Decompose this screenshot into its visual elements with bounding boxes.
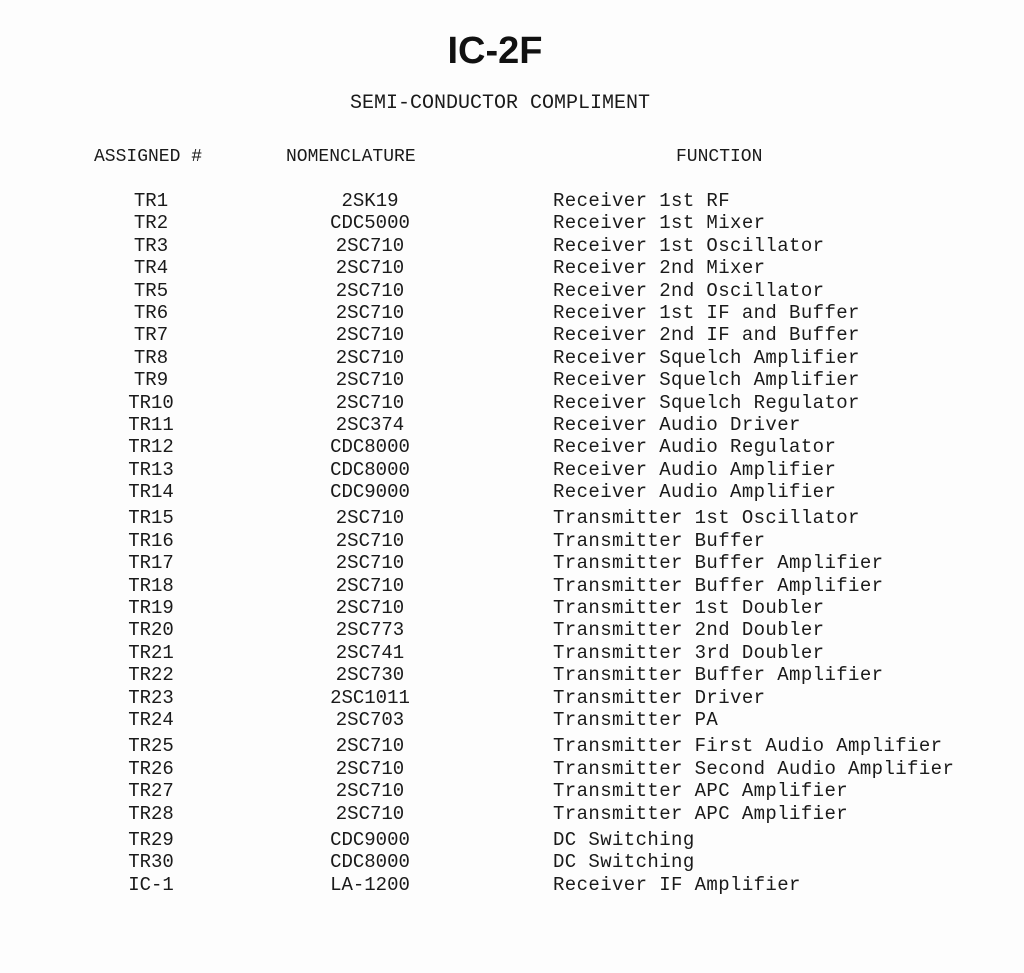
table-row: [0, 280, 1024, 302]
nomenclature-cell: 2SC710: [335, 597, 405, 620]
function-cell: Receiver Audio Amplifier: [553, 481, 837, 504]
assigned-cell: TR2: [133, 212, 169, 235]
assigned-cell: TR17: [128, 552, 174, 575]
table-row: [0, 597, 1024, 619]
assigned-cell: TR25: [128, 735, 174, 758]
nomenclature-cell: LA-1200: [330, 873, 410, 896]
assigned-cell: TR7: [133, 324, 169, 347]
header-function: FUNCTION: [676, 147, 763, 167]
function-cell: Receiver Audio Amplifier: [553, 458, 837, 481]
nomenclature-cell: 2SC710: [335, 735, 405, 758]
function-cell: Receiver 2nd Oscillator: [553, 279, 825, 302]
function-cell: Receiver 2nd IF and Buffer: [553, 324, 860, 347]
nomenclature-cell: 2SC730: [335, 664, 405, 687]
nomenclature-cell: CDC9000: [330, 828, 410, 851]
assigned-cell: TR19: [128, 597, 174, 620]
function-cell: Receiver Squelch Regulator: [553, 391, 860, 414]
table-row: [0, 347, 1024, 369]
assigned-cell: TR6: [133, 301, 169, 324]
assigned-cell: TR1: [133, 190, 169, 212]
function-cell: Transmitter 1st Oscillator: [553, 507, 860, 530]
nomenclature-cell: 2SC374: [335, 413, 405, 436]
nomenclature-cell: 2SC710: [335, 757, 405, 780]
function-cell: Transmitter Buffer Amplifier: [553, 552, 884, 575]
function-cell: Receiver Audio Driver: [553, 413, 801, 436]
table-row: [0, 780, 1024, 802]
table-row: [0, 436, 1024, 458]
table-row: [0, 507, 1024, 529]
table-row: [0, 324, 1024, 346]
function-cell: Receiver IF Amplifier: [553, 873, 801, 896]
assigned-cell: TR8: [133, 346, 169, 369]
assigned-cell: TR24: [128, 708, 174, 731]
table-row: [0, 481, 1024, 503]
assigned-cell: TR16: [128, 529, 174, 552]
function-cell: DC Switching: [553, 851, 695, 874]
function-cell: Receiver 1st Oscillator: [553, 234, 825, 257]
table-row: [0, 803, 1024, 825]
assigned-cell: TR21: [128, 641, 174, 664]
table-row: [0, 235, 1024, 257]
nomenclature-cell: 2SC710: [335, 301, 405, 324]
function-cell: Receiver 1st IF and Buffer: [553, 301, 860, 324]
nomenclature-cell: 2SK19: [341, 190, 399, 212]
table-row: [0, 257, 1024, 279]
nomenclature-cell: 2SC710: [335, 279, 405, 302]
table-row: [0, 369, 1024, 391]
assigned-cell: TR11: [128, 413, 174, 436]
function-cell: Transmitter Buffer: [553, 529, 766, 552]
nomenclature-cell: 2SC710: [335, 234, 405, 257]
table-row: [0, 758, 1024, 780]
table-row: [0, 874, 1024, 896]
nomenclature-cell: 2SC703: [335, 708, 405, 731]
nomenclature-cell: 2SC710: [335, 507, 405, 530]
table-row: [0, 687, 1024, 709]
assigned-cell: IC-1: [128, 873, 174, 896]
table-row: [0, 392, 1024, 414]
nomenclature-cell: CDC9000: [330, 481, 410, 504]
table-row: [0, 414, 1024, 436]
table-row: [0, 190, 1024, 212]
assigned-cell: TR3: [133, 234, 169, 257]
table-row: [0, 851, 1024, 873]
function-cell: Transmitter APC Amplifier: [553, 780, 849, 803]
nomenclature-cell: CDC5000: [330, 212, 410, 235]
function-cell: Transmitter Driver: [553, 686, 766, 709]
assigned-cell: TR28: [128, 802, 174, 825]
nomenclature-cell: 2SC741: [335, 641, 405, 664]
nomenclature-cell: CDC8000: [330, 458, 410, 481]
table-row: [0, 575, 1024, 597]
assigned-cell: TR13: [128, 458, 174, 481]
assigned-cell: TR10: [128, 391, 174, 414]
function-cell: Receiver Squelch Amplifier: [553, 369, 860, 392]
table-row: [0, 619, 1024, 641]
assigned-cell: TR14: [128, 481, 174, 504]
assigned-cell: TR22: [128, 664, 174, 687]
nomenclature-cell: 2SC710: [335, 529, 405, 552]
nomenclature-cell: CDC8000: [330, 851, 410, 874]
table-row: [0, 735, 1024, 757]
nomenclature-cell: 2SC710: [335, 257, 405, 280]
nomenclature-cell: 2SC1011: [330, 686, 410, 709]
function-cell: Transmitter Buffer Amplifier: [553, 664, 884, 687]
nomenclature-cell: CDC8000: [330, 436, 410, 459]
function-cell: Transmitter First Audio Amplifier: [553, 735, 943, 758]
header-assigned: ASSIGNED #: [94, 147, 203, 167]
assigned-cell: TR23: [128, 686, 174, 709]
nomenclature-cell: 2SC773: [335, 619, 405, 642]
table-row: [0, 459, 1024, 481]
header-nomenclature: NOMENCLATURE: [286, 147, 416, 167]
assigned-cell: TR26: [128, 757, 174, 780]
nomenclature-cell: 2SC710: [335, 324, 405, 347]
assigned-cell: TR15: [128, 507, 174, 530]
table-row: [0, 709, 1024, 731]
function-cell: Transmitter PA: [553, 708, 719, 731]
nomenclature-cell: 2SC710: [335, 346, 405, 369]
component-table: [0, 190, 1024, 896]
assigned-cell: TR9: [133, 369, 169, 392]
nomenclature-cell: 2SC710: [335, 369, 405, 392]
table-row: [0, 212, 1024, 234]
assigned-cell: TR12: [128, 436, 174, 459]
function-cell: Transmitter 3rd Doubler: [553, 641, 825, 664]
table-row: [0, 829, 1024, 851]
assigned-cell: TR18: [128, 574, 174, 597]
function-cell: Receiver 2nd Mixer: [553, 257, 766, 280]
assigned-cell: TR4: [133, 257, 169, 280]
document-subtitle: SEMI-CONDUCTOR COMPLIMENT: [349, 92, 651, 115]
function-cell: DC Switching: [553, 828, 695, 851]
assigned-cell: TR30: [128, 851, 174, 874]
nomenclature-cell: 2SC710: [335, 780, 405, 803]
table-row: [0, 530, 1024, 552]
assigned-cell: TR29: [128, 828, 174, 851]
nomenclature-cell: 2SC710: [335, 391, 405, 414]
assigned-cell: TR20: [128, 619, 174, 642]
function-cell: Receiver 1st Mixer: [553, 212, 766, 235]
nomenclature-cell: 2SC710: [335, 552, 405, 575]
assigned-cell: TR27: [128, 780, 174, 803]
nomenclature-cell: 2SC710: [335, 802, 405, 825]
nomenclature-cell: 2SC710: [335, 574, 405, 597]
table-row: [0, 552, 1024, 574]
function-cell: Transmitter 1st Doubler: [553, 597, 825, 620]
function-cell: Transmitter APC Amplifier: [553, 802, 849, 825]
table-row: [0, 302, 1024, 324]
table-row: [0, 642, 1024, 664]
function-cell: Transmitter Buffer Amplifier: [553, 574, 884, 597]
function-cell: Transmitter Second Audio Amplifier: [553, 757, 955, 780]
function-cell: Receiver Audio Regulator: [553, 436, 837, 459]
assigned-cell: TR5: [133, 279, 169, 302]
table-row: [0, 664, 1024, 686]
function-cell: Receiver 1st RF: [553, 190, 731, 212]
document-title: IC-2F: [447, 30, 543, 72]
function-cell: Transmitter 2nd Doubler: [553, 619, 825, 642]
function-cell: Receiver Squelch Amplifier: [553, 346, 860, 369]
